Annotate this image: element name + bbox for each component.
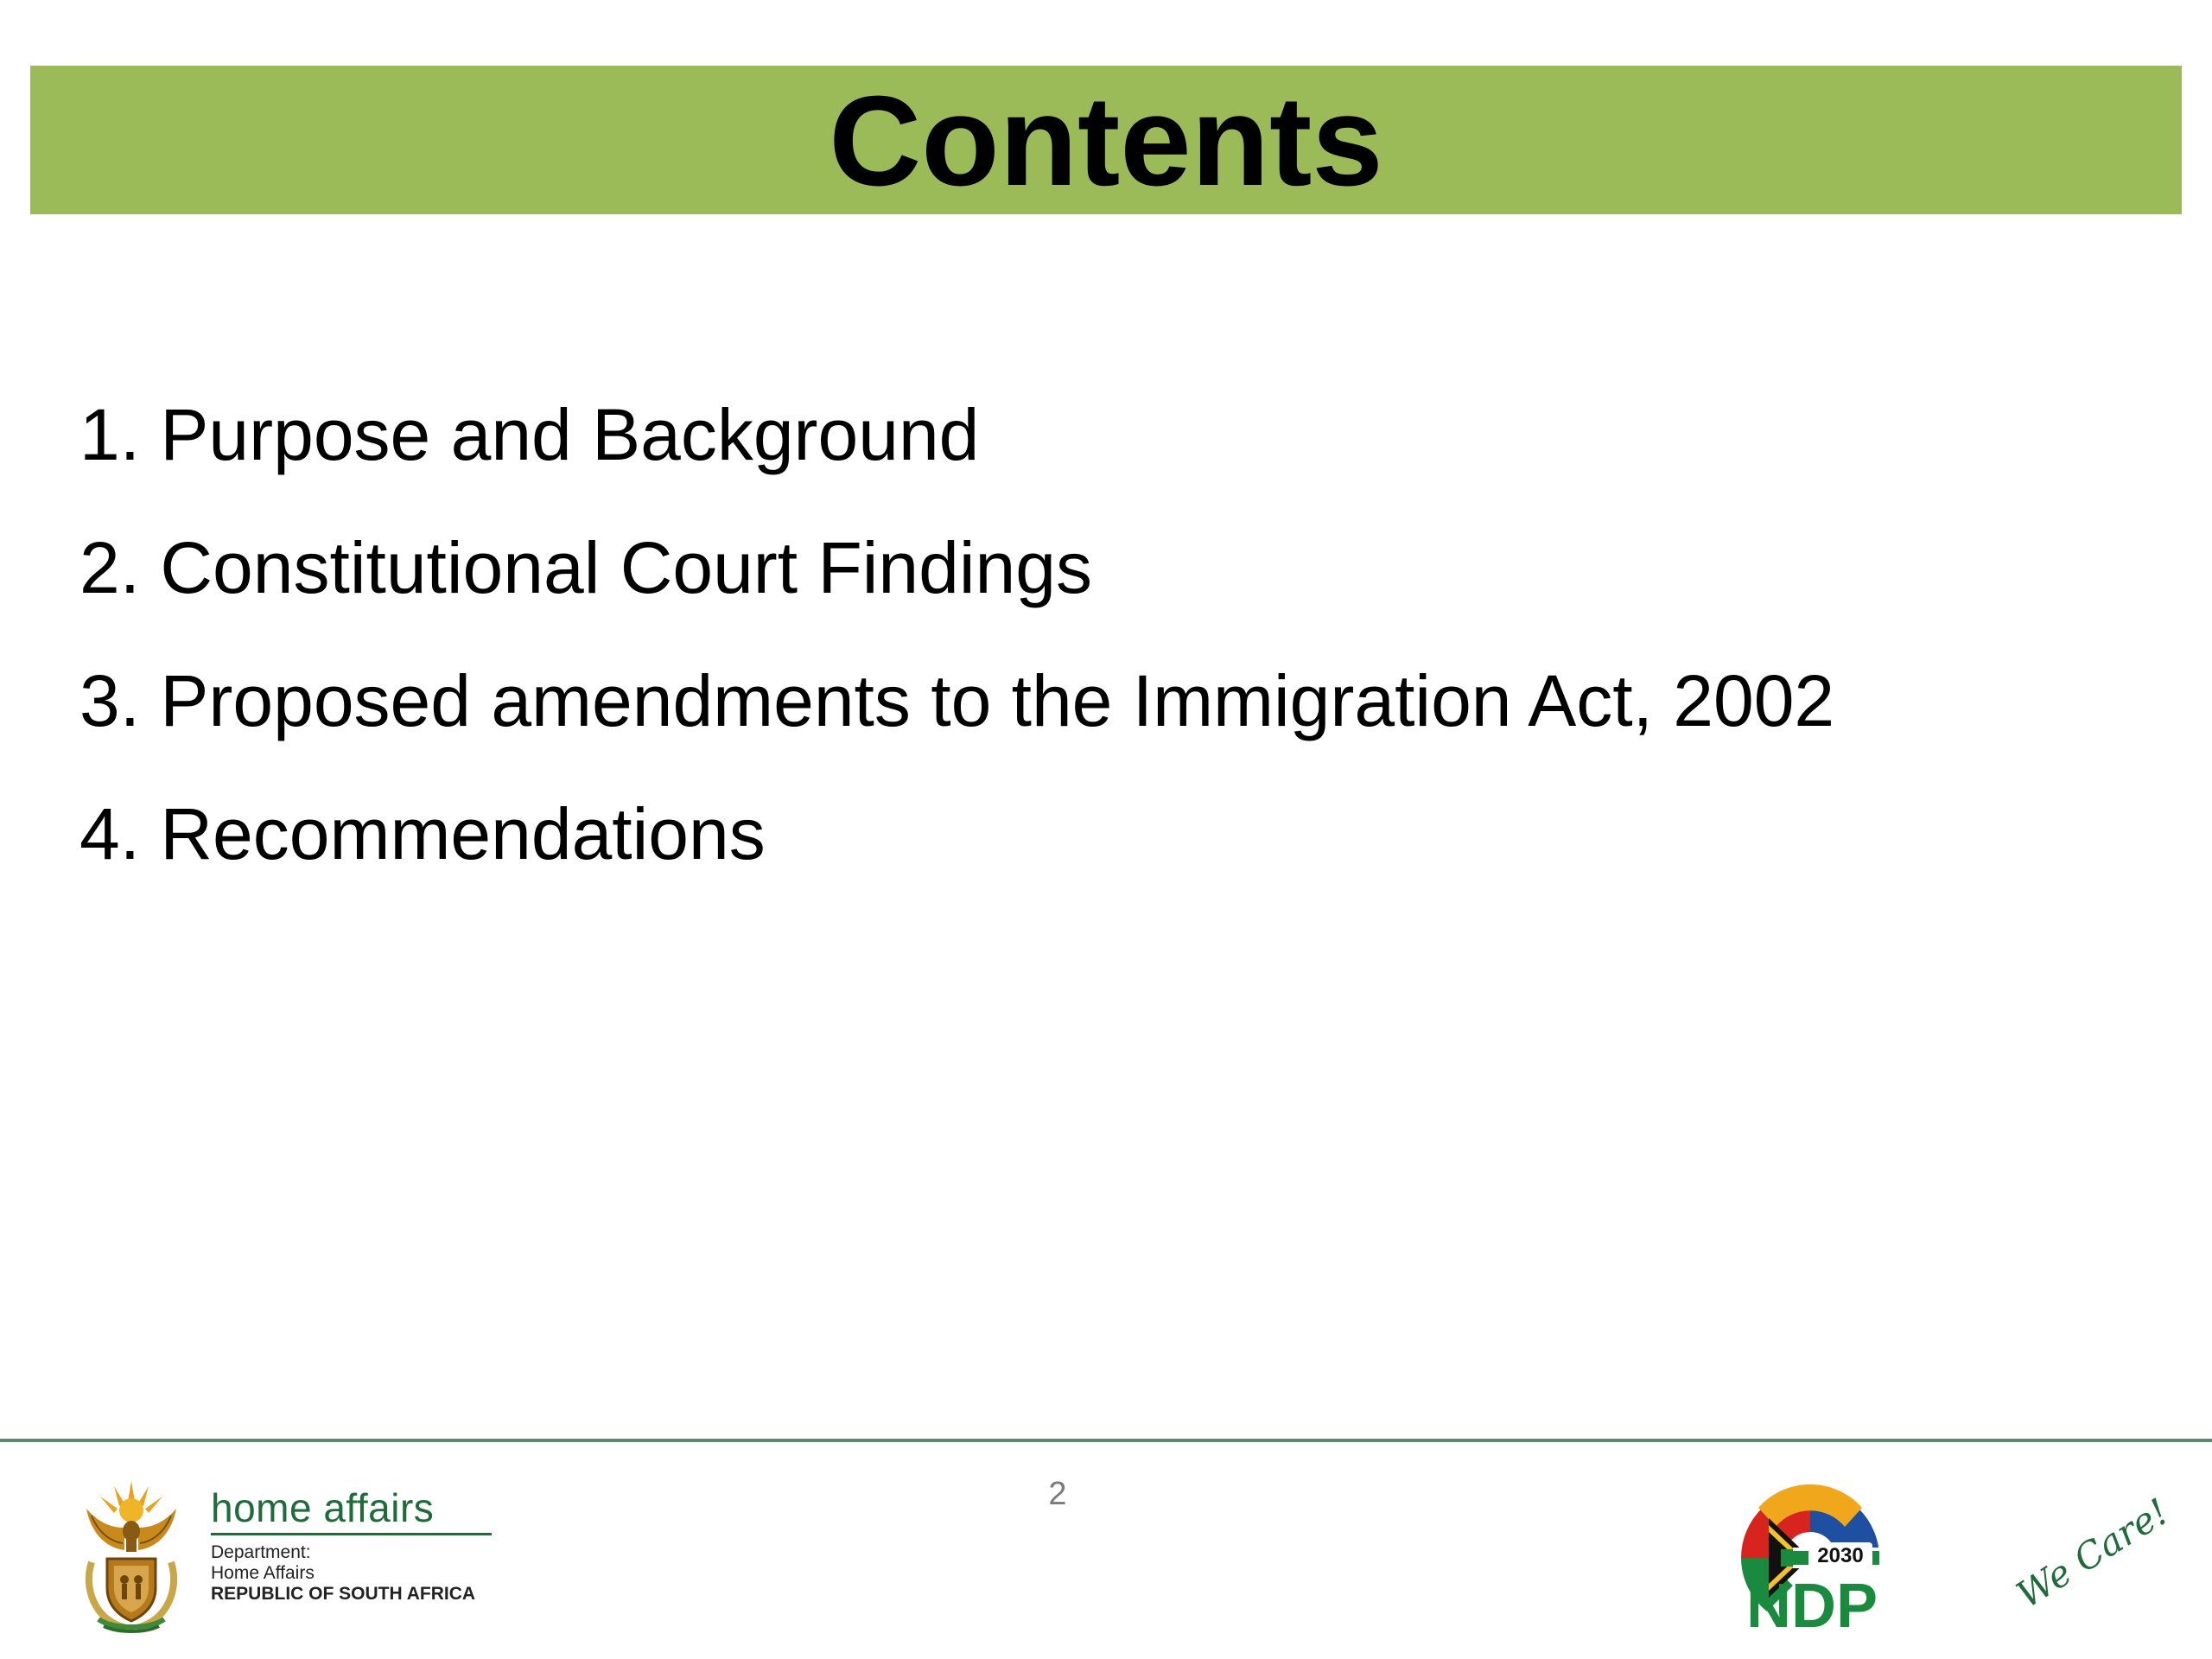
slogan-text: We Care!	[2009, 1490, 2177, 1617]
country-name: REPUBLIC OF SOUTH AFRICA	[211, 1584, 476, 1604]
department-block	[211, 1485, 492, 1605]
ndp-logo-icon	[1732, 1482, 1888, 1641]
coat-of-arms-icon	[74, 1476, 188, 1633]
title-bar	[30, 66, 2182, 214]
slide-title: Contents	[829, 70, 1383, 213]
list-item: 3. Proposed amendments to the Immigration Act, 2002	[79, 660, 1835, 741]
footer-divider	[0, 1439, 2212, 1442]
slogan	[2003, 1490, 2177, 1617]
page-number: 2	[1048, 1476, 1067, 1512]
list-item: 4. Recommendations	[79, 793, 766, 874]
department-title: Home Affairs	[211, 1563, 315, 1583]
list-item: 1. Purpose and Background	[79, 394, 980, 475]
list-item: 2. Constitutional Court Findings	[79, 527, 1092, 608]
department-label: Department:	[211, 1542, 311, 1562]
ndp-year: 2030	[1817, 1544, 1864, 1567]
department-name: home affairs	[211, 1488, 492, 1535]
ndp-text: NDP	[1745, 1572, 1878, 1641]
contents-list	[79, 378, 1834, 911]
